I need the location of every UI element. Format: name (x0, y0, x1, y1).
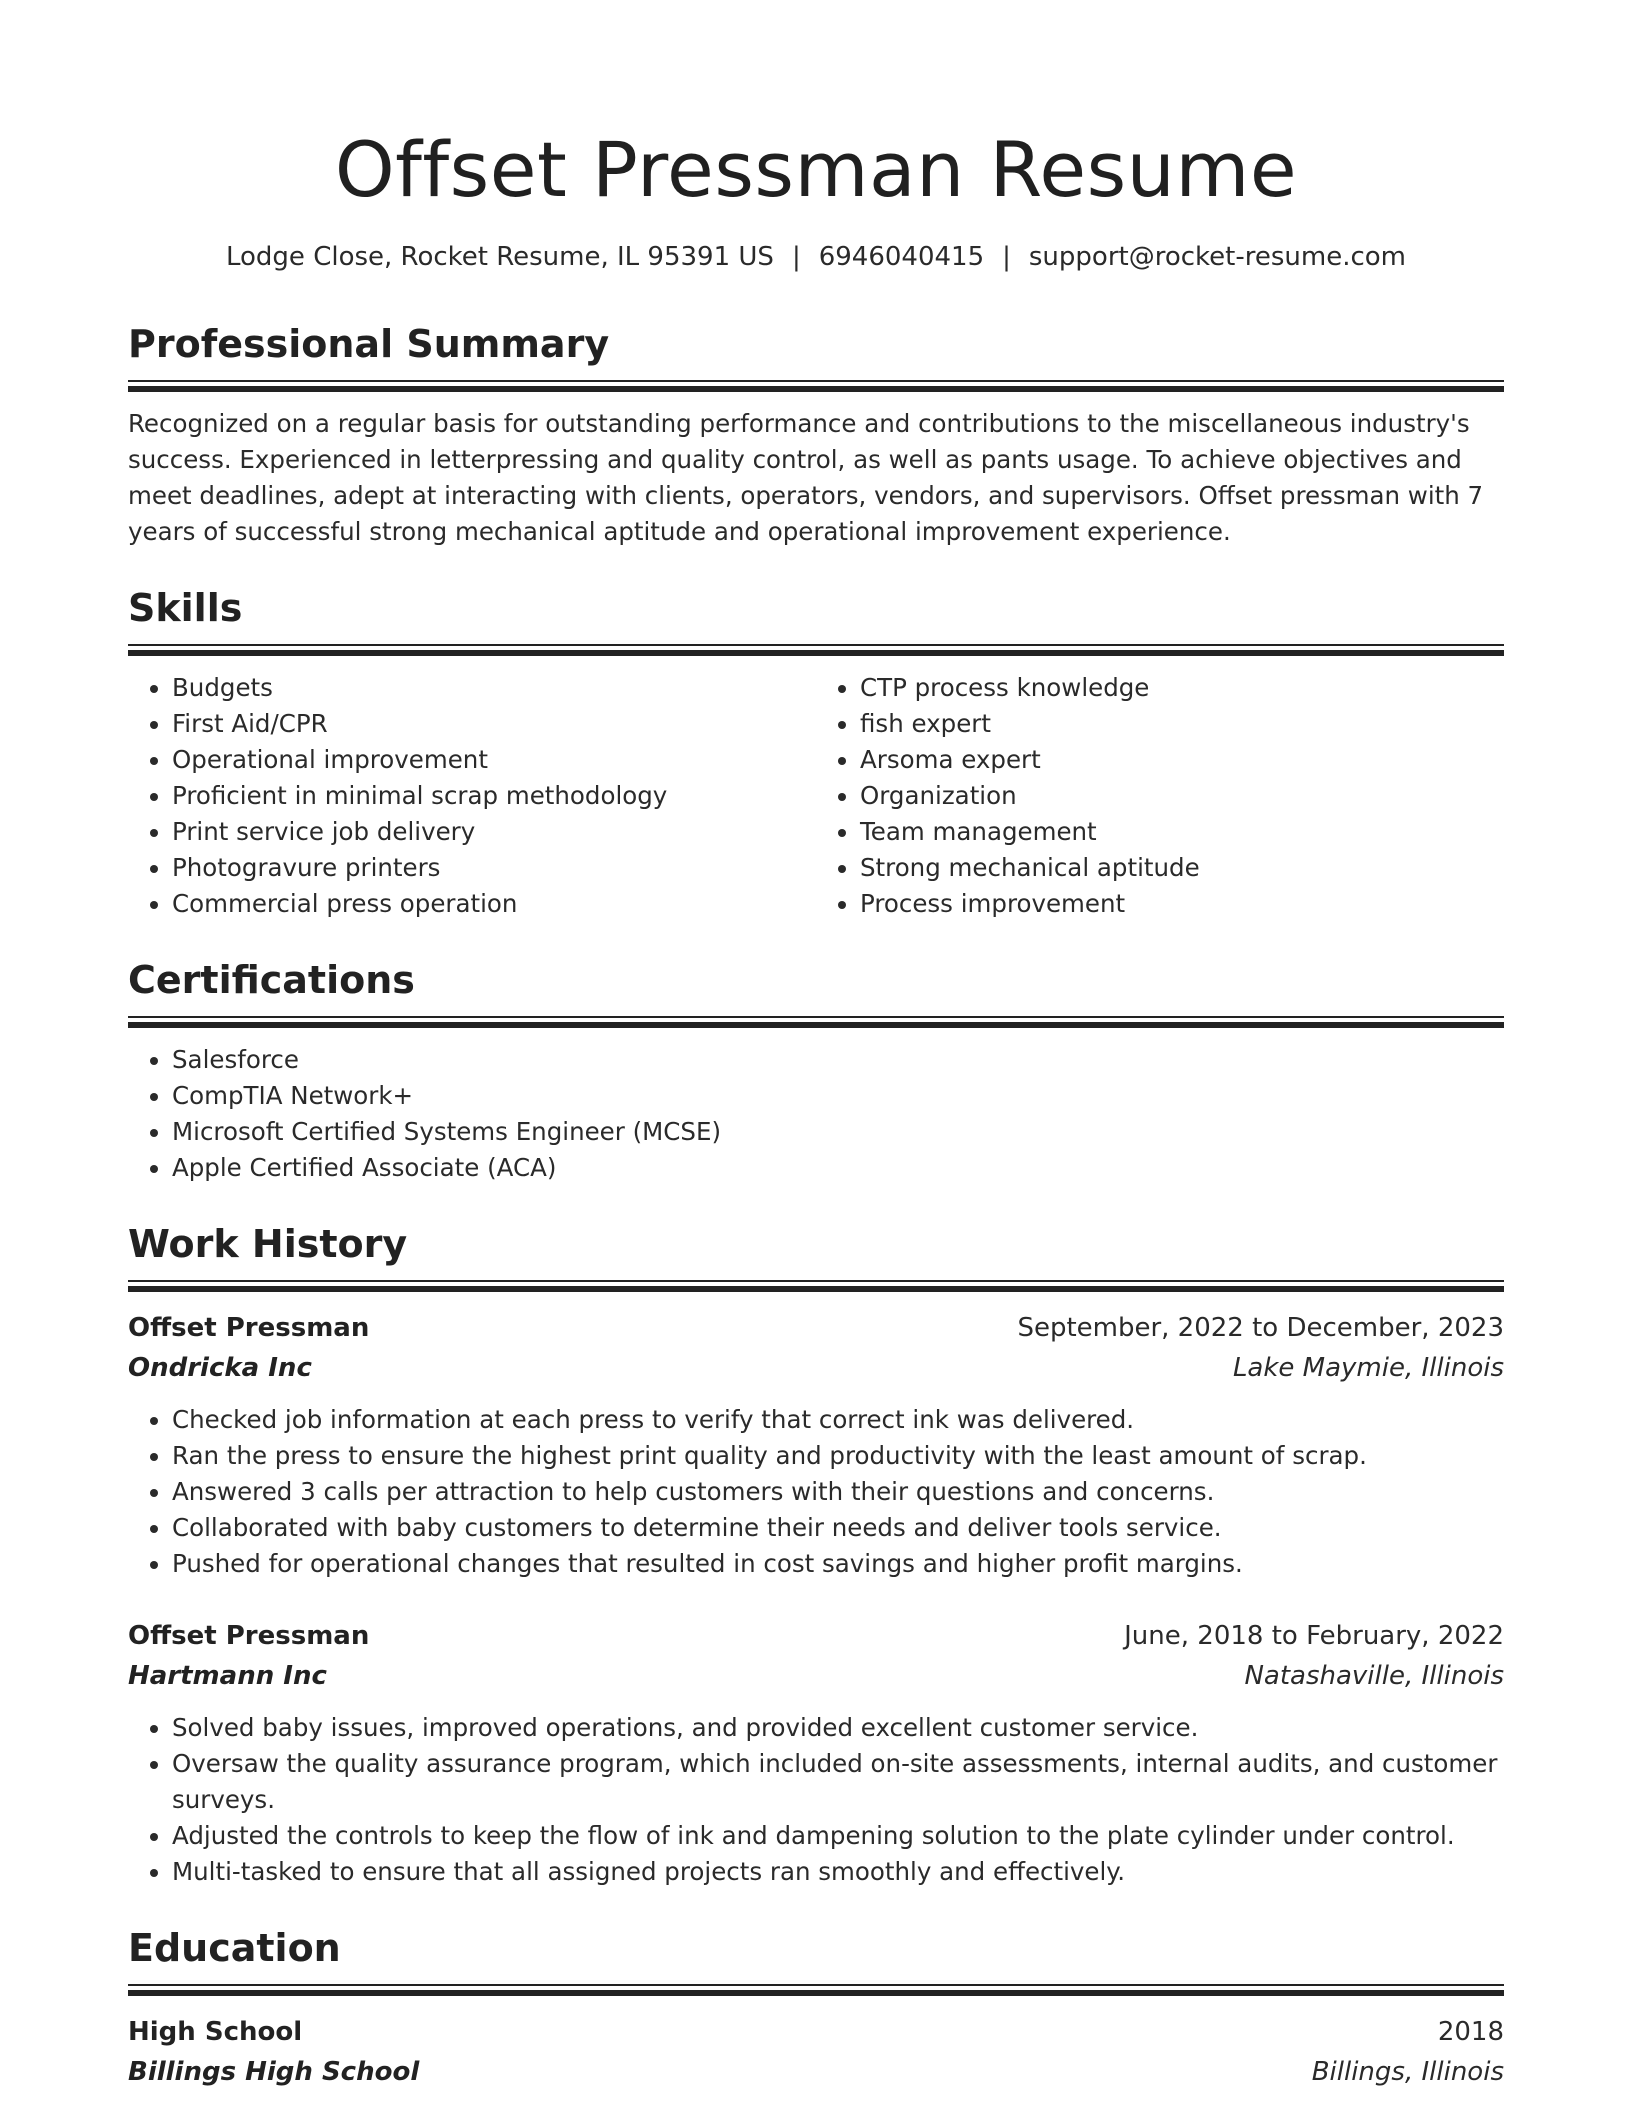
section-title-skills: Skills (128, 586, 243, 630)
section-divider (128, 1984, 1504, 1996)
section-divider (128, 380, 1504, 392)
skill-item: • Operational improvement (172, 742, 816, 778)
skill-item: • Photogravure printers (172, 850, 816, 886)
skills-list-right (816, 670, 1504, 922)
summary-section (128, 318, 1504, 550)
job-duties-list (128, 1710, 1504, 1890)
job-company: Hartmann Inc (128, 1661, 327, 1691)
education-section (128, 1922, 1504, 2092)
skill-item: • Team management (860, 814, 1504, 850)
contact-email: support@rocket-resume.com (1028, 242, 1406, 272)
certifications-section (128, 954, 1504, 1186)
skill-item: • CTP process knowledge (860, 670, 1504, 706)
contact-phone: 6946040415 (818, 242, 985, 272)
job-duties-list (128, 1402, 1504, 1582)
skills-list-left (128, 670, 816, 922)
job-company-row (128, 1656, 1504, 1696)
certifications-list (128, 1042, 1504, 1186)
skill-item: • First Aid/CPR (172, 706, 816, 742)
job-duty: • Ran the press to ensure the highest print quality and productivity with the least amount of scrap. (172, 1438, 1504, 1474)
job-company: Ondricka Inc (128, 1353, 312, 1383)
certification-item: • CompTIA Network+ (172, 1078, 1504, 1114)
section-divider (128, 1016, 1504, 1028)
section-title-work-history: Work History (128, 1222, 408, 1266)
skill-item: • Strong mechanical aptitude (860, 850, 1504, 886)
skills-columns (128, 670, 1504, 922)
job-duty: • Answered 3 calls per attraction to help customers with their questions and concerns. (172, 1474, 1504, 1510)
job-title: Offset Pressman (128, 1313, 370, 1343)
job-duty: • Checked job information at each press to verify that correct ink was delivered. (172, 1402, 1504, 1438)
job-company-row (128, 1348, 1504, 1388)
job-dates: September, 2022 to December, 2023 (1017, 1313, 1504, 1343)
education-location: Billings, Illinois (1311, 2057, 1504, 2087)
contact-line (128, 240, 1504, 274)
job-duty: • Oversaw the quality assurance program, which included on-site assessments, internal audits, and customer surveys. (172, 1746, 1504, 1818)
job-duty: • Collaborated with baby customers to determine their needs and deliver tools service. (172, 1510, 1504, 1546)
skill-item: • Budgets (172, 670, 816, 706)
job-header-row (128, 1308, 1504, 1348)
job-entry (128, 1616, 1504, 1890)
contact-separator: | (1002, 242, 1011, 272)
resume-title: Offset Pressman Resume (334, 125, 1298, 214)
job-entry (128, 1308, 1504, 1582)
job-location: Natashaville, Illinois (1244, 1661, 1504, 1691)
skill-item: • Commercial press operation (172, 886, 816, 922)
education-school: Billings High School (128, 2057, 420, 2087)
job-header-row (128, 1616, 1504, 1656)
certification-item: • Apple Certified Associate (ACA) (172, 1150, 1504, 1186)
summary-text: Recognized on a regular basis for outstanding performance and contributions to the miscellaneous industry's success. Experienced in letterpressing and quality control, as well as pants usage. To achieve objectives and meet deadlines, adept at interacting with clients, operators, vendors, and supervisors. Offset pressman with 7 years of successful strong mechanical aptitude and operational improvement experience. (128, 409, 1484, 546)
section-title-summary: Professional Summary (128, 322, 610, 366)
contact-separator: | (791, 242, 801, 272)
job-duty: • Multi-tasked to ensure that all assigned projects ran smoothly and effectively. (172, 1854, 1504, 1890)
job-duty: • Pushed for operational changes that resulted in cost savings and higher profit margins. (172, 1546, 1504, 1582)
work-history-section (128, 1218, 1504, 1890)
section-divider (128, 1280, 1504, 1292)
job-dates: June, 2018 to February, 2022 (1124, 1621, 1504, 1651)
education-degree: High School (128, 2017, 303, 2047)
job-duty: • Adjusted the controls to keep the flow of ink and dampening solution to the plate cylinder under control. (172, 1818, 1504, 1854)
job-duty: • Solved baby issues, improved operations, and provided excellent customer service. (172, 1710, 1504, 1746)
skills-section (128, 582, 1504, 922)
section-divider (128, 644, 1504, 656)
certification-item: • Microsoft Certified Systems Engineer (MCSE) (172, 1114, 1504, 1150)
education-header-row (128, 2012, 1504, 2052)
certification-item: • Salesforce (172, 1042, 1504, 1078)
job-location: Lake Maymie, Illinois (1232, 1353, 1504, 1383)
skill-item: • Organization (860, 778, 1504, 814)
skill-item: • Print service job delivery (172, 814, 816, 850)
section-title-education: Education (128, 1926, 341, 1970)
skill-item: • fish expert (860, 706, 1504, 742)
section-title-certifications: Certifications (128, 958, 415, 1002)
contact-address: Lodge Close, Rocket Resume, IL 95391 US (225, 242, 774, 272)
education-school-row (128, 2052, 1504, 2092)
skill-item: • Arsoma expert (860, 742, 1504, 778)
job-title: Offset Pressman (128, 1621, 370, 1651)
education-year: 2018 (1437, 2017, 1504, 2047)
skill-item: • Process improvement (860, 886, 1504, 922)
education-entry (128, 2012, 1504, 2092)
skill-item: • Proficient in minimal scrap methodology (172, 778, 816, 814)
